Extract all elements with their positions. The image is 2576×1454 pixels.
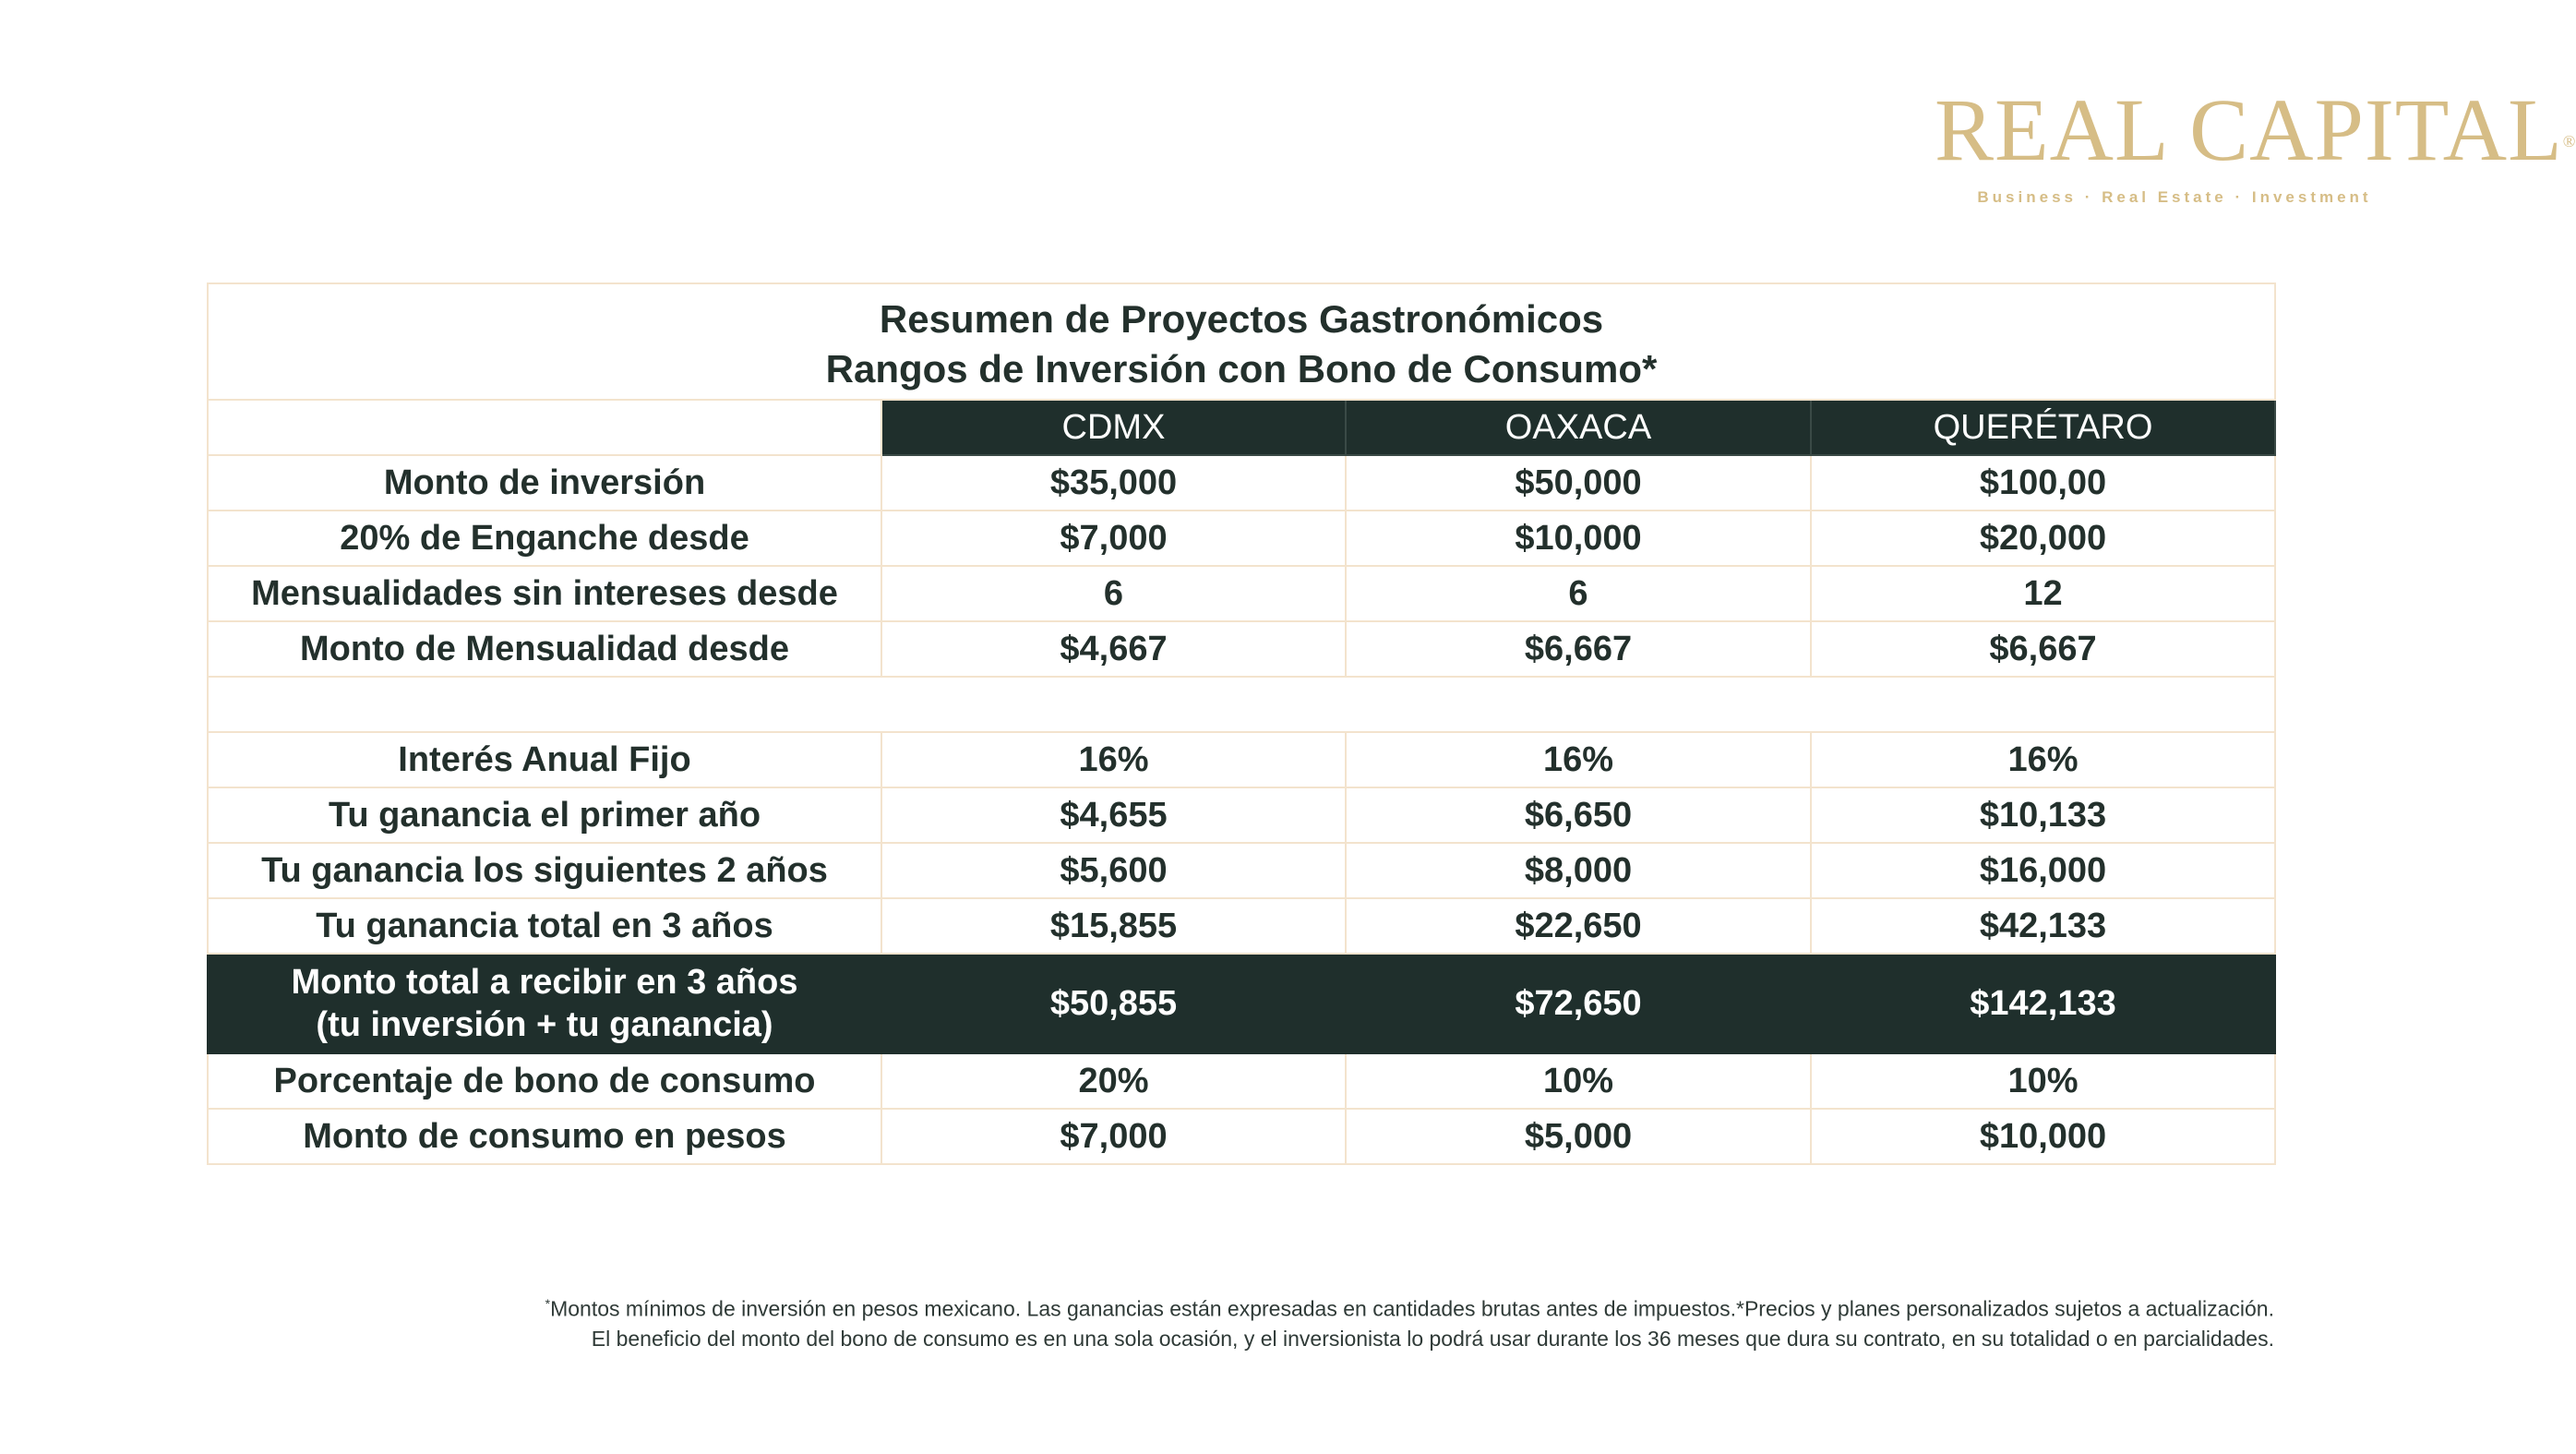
cell-value: $16,000	[1811, 843, 2275, 898]
total-value-oaxaca: $72,650	[1346, 954, 1811, 1053]
row-label: Porcentaje de bono de consumo	[208, 1053, 881, 1109]
row-label: Interés Anual Fijo	[208, 732, 881, 787]
cell-value: $5,000	[1346, 1109, 1811, 1164]
table-row	[208, 455, 2275, 511]
table-row	[208, 898, 2275, 954]
table-row	[208, 787, 2275, 843]
cell-value: $4,667	[881, 621, 1346, 677]
footnote-line1-text: Montos mínimos de inversión en pesos mexicano. Las ganancias están expresadas en cantidades brutas antes de impuestos.*Precios y planes personalizados sujetos a actualización.	[550, 1296, 2274, 1321]
table-title	[208, 283, 2275, 400]
cell-value: $20,000	[1811, 511, 2275, 566]
column-header-queretaro: QUERÉTARO	[1811, 400, 2275, 455]
cell-value: $6,667	[1811, 621, 2275, 677]
brand-logo	[1935, 79, 2576, 218]
cell-value: $6,650	[1346, 787, 1811, 843]
footnote-marker: *	[545, 1296, 551, 1311]
cell-value: 16%	[881, 732, 1346, 787]
footnote-line1	[151, 1289, 2274, 1324]
total-row	[208, 954, 2275, 1053]
cell-value: $10,000	[1346, 511, 1811, 566]
header-empty-cell	[208, 400, 881, 455]
footnote	[151, 1289, 2274, 1353]
table-row	[208, 732, 2275, 787]
cell-value: $4,655	[881, 787, 1346, 843]
cell-value: $50,000	[1346, 455, 1811, 511]
table-header-row	[208, 400, 2275, 455]
cell-value: $7,000	[881, 511, 1346, 566]
cell-value: $22,650	[1346, 898, 1811, 954]
cell-value: 10%	[1811, 1053, 2275, 1109]
row-label: 20% de Enganche desde	[208, 511, 881, 566]
cell-value: $7,000	[881, 1109, 1346, 1164]
cell-value: $5,600	[881, 843, 1346, 898]
table-row	[208, 566, 2275, 621]
row-label: Monto de consumo en pesos	[208, 1109, 881, 1164]
table-title-line1: Resumen de Proyectos Gastronómicos	[879, 297, 1604, 341]
table-row	[208, 1109, 2275, 1164]
total-label-line2: (tu inversión + tu ganancia)	[316, 1005, 773, 1044]
row-label: Mensualidades sin intereses desde	[208, 566, 881, 621]
logo-wordmark	[1935, 79, 2576, 181]
table-row	[208, 1053, 2275, 1109]
cell-value: $15,855	[881, 898, 1346, 954]
cell-value: $10,000	[1811, 1109, 2275, 1164]
column-header-oaxaca: OAXACA	[1346, 400, 1811, 455]
cell-value: 16%	[1811, 732, 2275, 787]
investment-summary-table-wrapper	[207, 282, 2274, 1165]
footnote-line2: El beneficio del monto del bono de consumo es en una sola ocasión, y el inversionista lo podrá usar durante los 36 meses que dura su contrato, en su totalidad o en parcialidades.	[591, 1326, 2274, 1351]
row-label: Monto de inversión	[208, 455, 881, 511]
cell-value: 10%	[1346, 1053, 1811, 1109]
cell-value: $35,000	[881, 455, 1346, 511]
table-title-row	[208, 283, 2275, 400]
logo-tagline: Business · Real Estate · Investment	[1977, 188, 2372, 206]
table-row	[208, 511, 2275, 566]
row-label: Tu ganancia total en 3 años	[208, 898, 881, 954]
cell-value: $10,133	[1811, 787, 2275, 843]
total-value-cdmx: $50,855	[881, 954, 1346, 1053]
total-row-label	[208, 954, 881, 1053]
table-row	[208, 843, 2275, 898]
table-spacer-row	[208, 677, 2275, 732]
cell-value: 20%	[881, 1053, 1346, 1109]
cell-value: $8,000	[1346, 843, 1811, 898]
total-label-line1: Monto total a recibir en 3 años	[291, 963, 798, 1002]
table-row	[208, 621, 2275, 677]
investment-summary-table	[207, 282, 2276, 1165]
table-title-line2: Rangos de Inversión con Bono de Consumo*	[825, 347, 1658, 391]
total-value-queretaro: $142,133	[1811, 954, 2275, 1053]
cell-value: 6	[1346, 566, 1811, 621]
cell-value: 16%	[1346, 732, 1811, 787]
row-label: Tu ganancia los siguientes 2 años	[208, 843, 881, 898]
cell-value: 12	[1811, 566, 2275, 621]
cell-value: $42,133	[1811, 898, 2275, 954]
column-header-cdmx: CDMX	[881, 400, 1346, 455]
cell-value: 6	[881, 566, 1346, 621]
cell-value: $100,00	[1811, 455, 2275, 511]
registered-mark: ®	[2562, 132, 2576, 150]
logo-name: REAL CAPITAL	[1935, 80, 2563, 179]
cell-value: $6,667	[1346, 621, 1811, 677]
row-label: Monto de Mensualidad desde	[208, 621, 881, 677]
spacer-cell	[208, 677, 2275, 732]
row-label: Tu ganancia el primer año	[208, 787, 881, 843]
